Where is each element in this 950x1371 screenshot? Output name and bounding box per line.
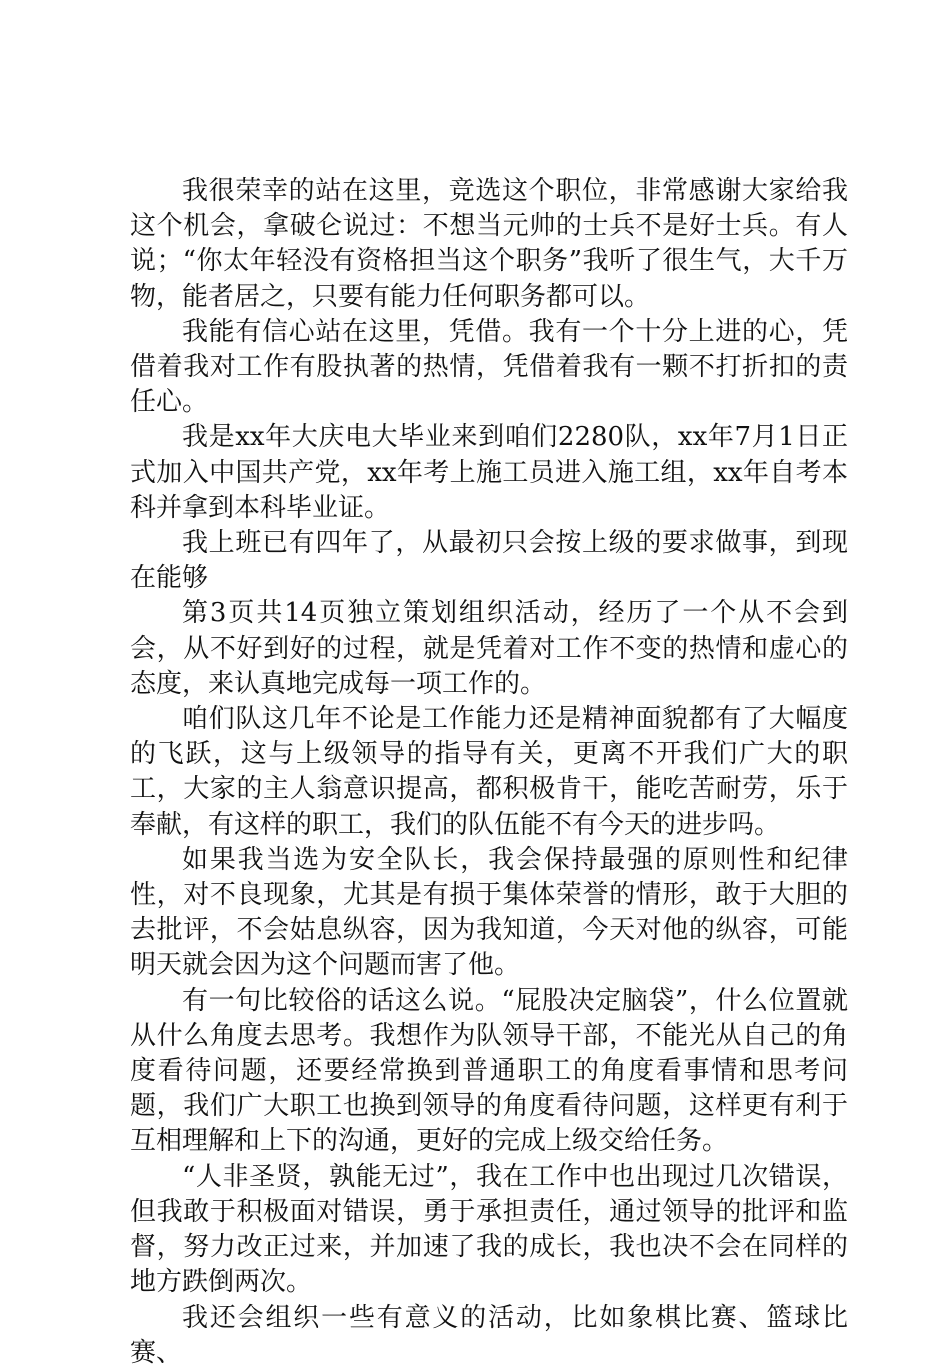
paragraph-8: 有一句比较俗的话这么说。“屁股决定脑袋”，什么位置就从什么角度去思考。我想作为队领导干部，不能光从自己的角度看待问题，还要经常换到普通职工的角度看事情和思考问题，我们广大职工也换到领导的角度看待问题，这样更有利于互相理解和上下的沟通，更好的完成上级交给任务。 — [130, 985, 848, 1157]
paragraph-4: 我上班已有四年了，从最初只会按上级的要求做事，到现在能够 — [130, 528, 848, 594]
paragraph-1: 我很荣幸的站在这里，竞选这个职位，非常感谢大家给我这个机会，拿破仑说过：不想当元帅的士兵不是好士兵。有人说；“你太年轻没有资格担当这个职务”我听了很生气，大千万物，能者居之，只要有能力任何职务都可以。 — [130, 176, 848, 312]
paragraph-7: 如果我当选为安全队长，我会保持最强的原则性和纪律性，对不良现象，尤其是有损于集体荣誉的情形，敢于大胆的去批评，不会姑息纵容，因为我知道，今天对他的纵容，可能明天就会因为这个问题而害了他。 — [130, 844, 848, 981]
paragraph-9: “人非圣贤，孰能无过”，我在工作中也出现过几次错误，但我敢于积极面对错误，勇于承担责任，通过领导的批评和监督，努力改正过来，并加速了我的成长，我也决不会在同样的地方跌倒两次。 — [130, 1161, 848, 1298]
paragraph-10: 我还会组织一些有意义的活动，比如象棋比赛、篮球比赛、 — [130, 1302, 848, 1368]
paragraph-3: 我是xx年大庆电大毕业来到咱们2280队，xx年7月1日正式加入中国共产党，xx年考上施工员进入施工组，xx年自考本科并拿到本科毕业证。 — [130, 422, 848, 523]
paragraph-6: 咱们队这几年不论是工作能力还是精神面貌都有了大幅度的飞跃，这与上级领导的指导有关，更离不开我们广大的职工，大家的主人翁意识提高，都积极肯干，能吃苦耐劳，乐于奉献，有这样的职工，我们的队伍能不有今天的进步吗。 — [130, 704, 848, 840]
paragraph-5: 第3页共14页独立策划组织活动，经历了一个从不会到会，从不好到好的过程，就是凭着对工作不变的热情和虚心的态度，来认真地完成每一项工作的。 — [130, 598, 848, 699]
paragraph-2: 我能有信心站在这里，凭借。我有一个十分上进的心，凭借着我对工作有股执著的热情，凭借着我有一颗不打折扣的责任心。 — [130, 316, 848, 418]
document-page — [130, 174, 848, 1371]
